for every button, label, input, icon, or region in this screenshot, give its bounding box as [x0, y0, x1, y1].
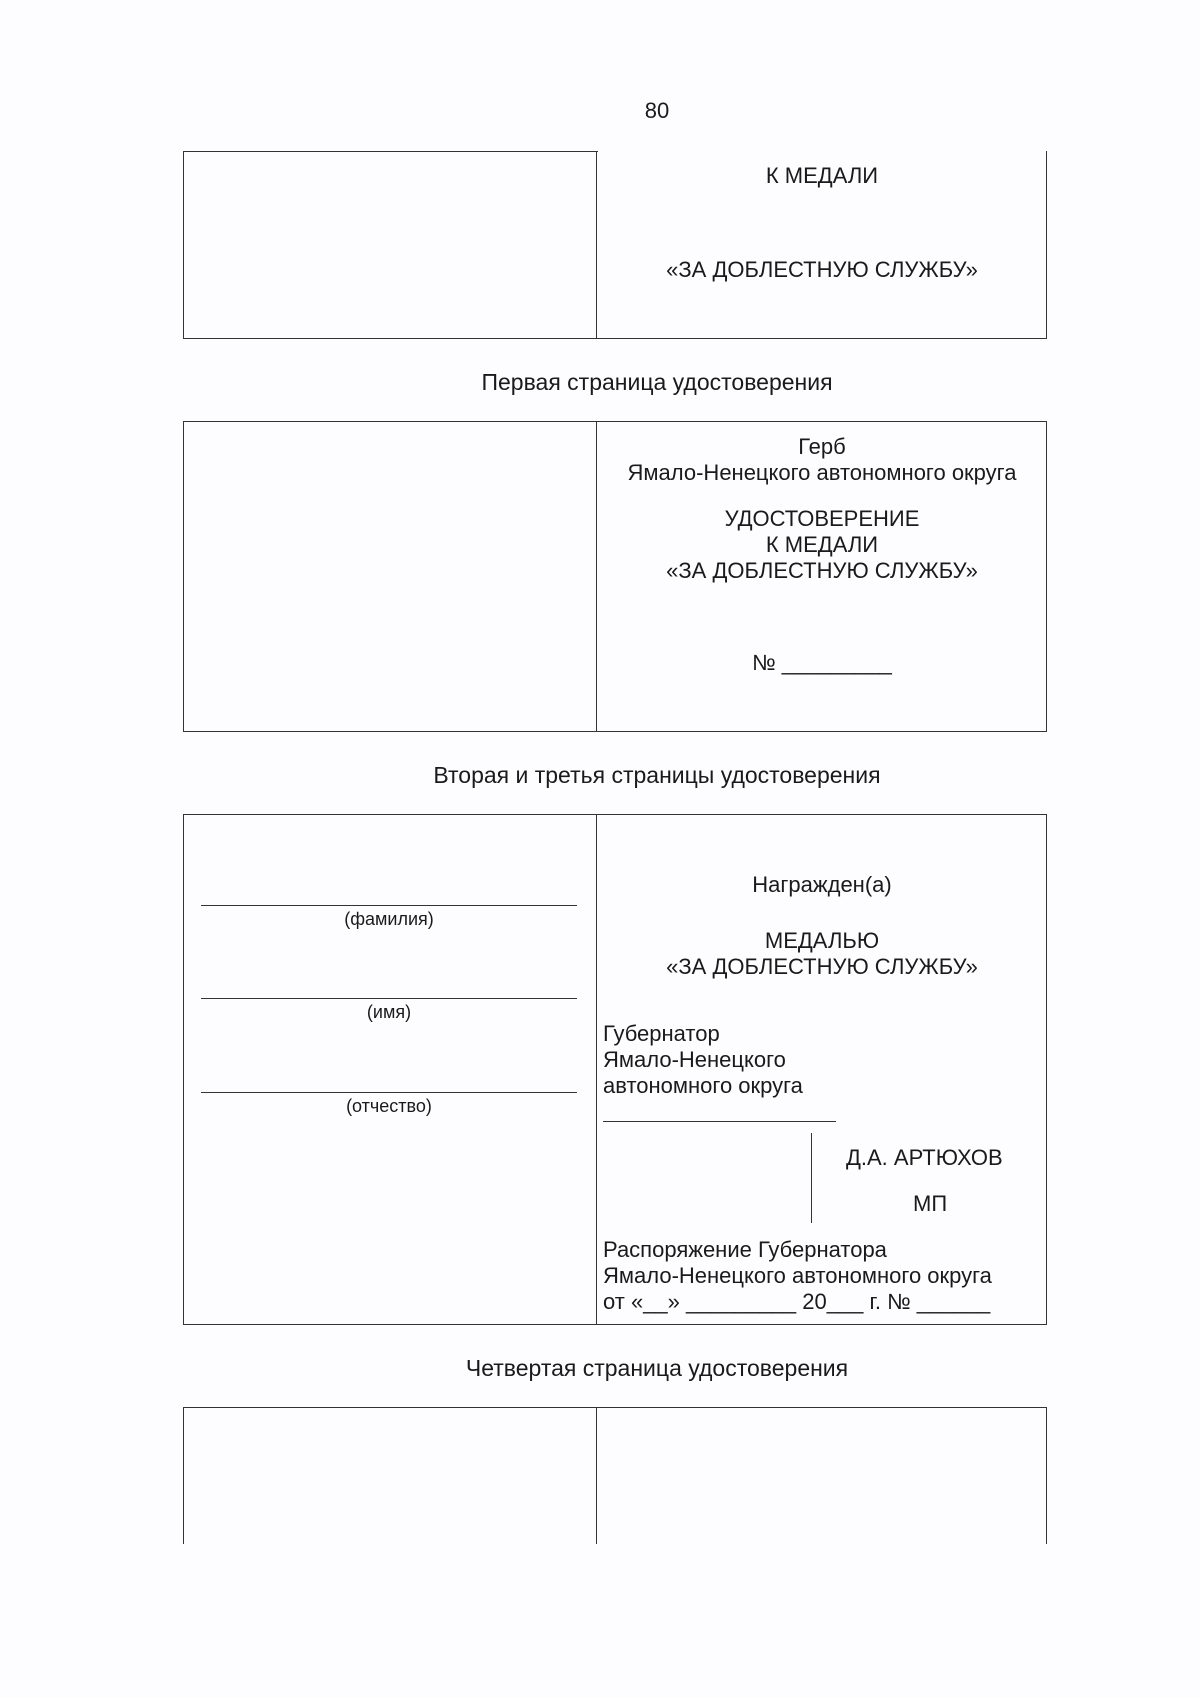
patronymic-label: (отчество) — [346, 1096, 432, 1116]
page-divider — [596, 422, 597, 731]
signature-line — [603, 1121, 836, 1122]
certificate-title-2: К МЕДАЛИ — [765, 532, 879, 557]
cover-line-2: «ЗА ДОБЛЕСТНУЮ СЛУЖБУ» — [666, 257, 978, 282]
caption-fourth-page: Четвертая страница удостоверения — [465, 1355, 849, 1381]
seal-mark: МП — [913, 1191, 948, 1216]
patronymic-line — [201, 1092, 577, 1093]
governor-line-2: Ямало-Ненецкого — [603, 1047, 786, 1072]
signer-name: Д.А. АРТЮХОВ — [846, 1145, 1003, 1170]
page-divider — [596, 1408, 597, 1544]
certificate-number: № _________ — [752, 650, 892, 675]
name-label: (имя) — [366, 1002, 412, 1022]
medal-name: «ЗА ДОБЛЕСТНУЮ СЛУЖБУ» — [666, 954, 978, 979]
certificate-inner-pages — [183, 814, 1047, 1325]
medal-text: МЕДАЛЬЮ — [764, 928, 880, 953]
certificate-first-page — [183, 421, 1047, 732]
signature-separator — [811, 1133, 812, 1223]
order-line-1: Распоряжение Губернатора — [603, 1237, 887, 1262]
certificate-title-3: «ЗА ДОБЛЕСТНУЮ СЛУЖБУ» — [666, 558, 978, 583]
governor-line-1: Губернатор — [603, 1021, 720, 1046]
cover-line-1: К МЕДАЛИ — [765, 163, 879, 188]
order-line-3: от «__» _________ 20___ г. № ______ — [603, 1289, 991, 1314]
certificate-cover — [183, 151, 1047, 339]
governor-line-3: автономного округа — [603, 1073, 803, 1098]
name-line — [201, 998, 577, 999]
page-number: 80 — [644, 98, 670, 123]
certificate-fourth-page — [183, 1407, 1047, 1544]
caption-first-page: Первая страница удостоверения — [481, 369, 833, 395]
surname-label: (фамилия) — [344, 909, 434, 929]
page-divider — [596, 815, 597, 1324]
certificate-title: УДОСТОВЕРЕНИЕ — [724, 506, 920, 531]
page-divider — [596, 151, 597, 338]
coat-of-arms-line-1: Герб — [798, 434, 846, 459]
surname-line — [201, 905, 577, 906]
awarded-text: Награжден(а) — [752, 872, 892, 897]
coat-of-arms-line-2: Ямало-Ненецкого автономного округа — [627, 460, 1017, 485]
order-line-2: Ямало-Ненецкого автономного округа — [603, 1263, 992, 1288]
caption-second-third-pages: Вторая и третья страницы удостоверения — [433, 762, 881, 788]
